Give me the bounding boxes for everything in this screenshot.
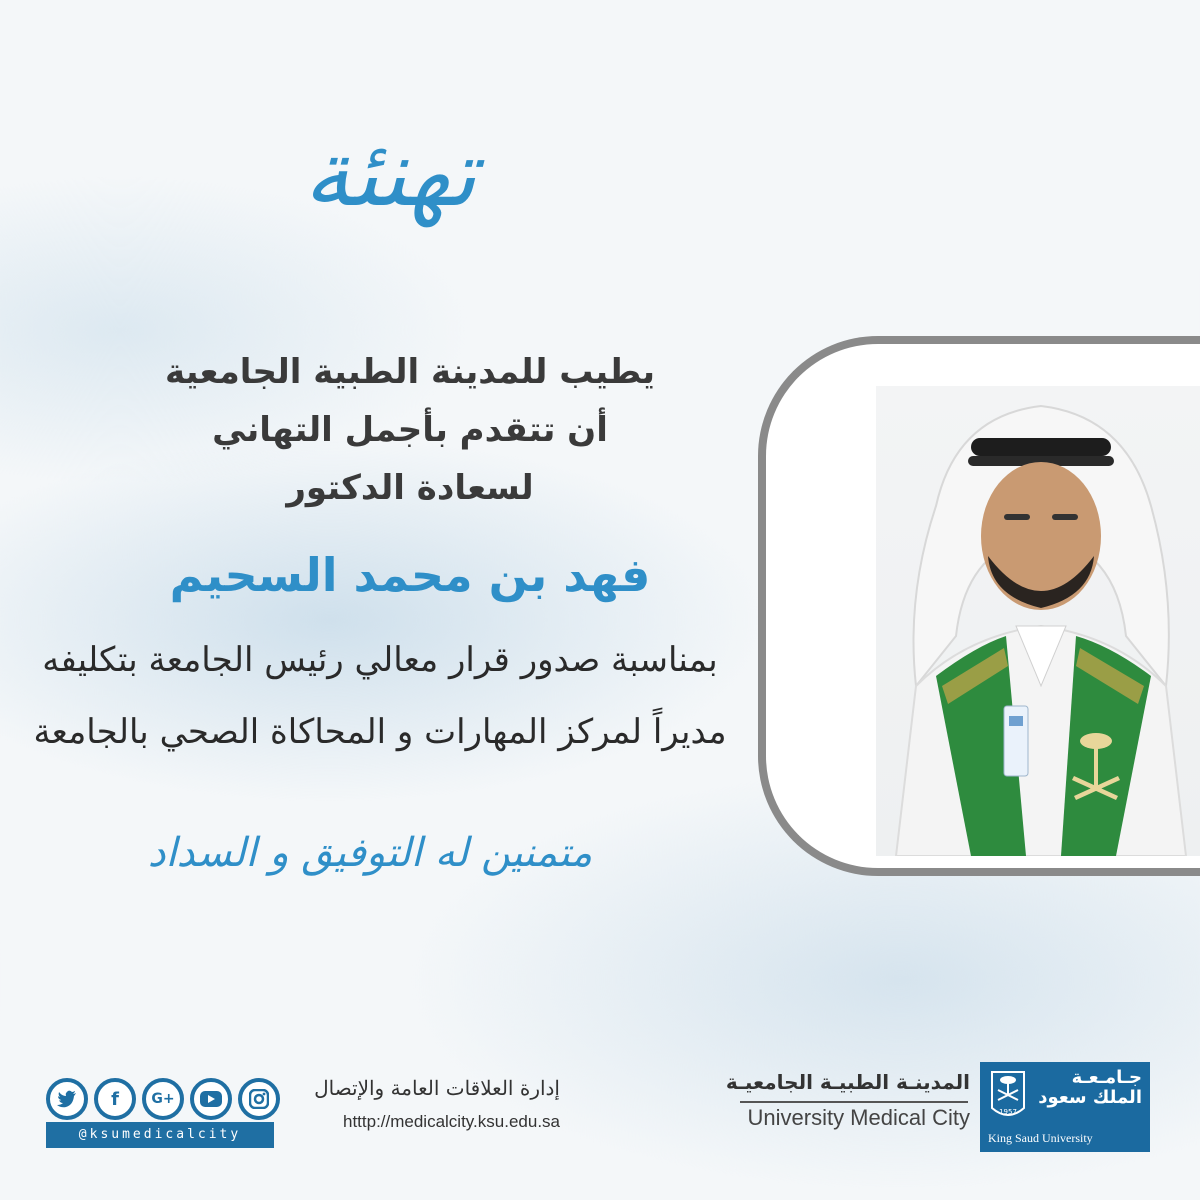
page-title: تهنئة: [303, 120, 477, 227]
portrait-photo: [876, 386, 1200, 856]
umc-logo-english: University Medical City: [747, 1105, 970, 1130]
intro-line-2: أن تتقدم بأجمل التهاني: [212, 410, 608, 450]
google-plus-icon[interactable]: [142, 1078, 184, 1120]
instagram-icon[interactable]: [238, 1078, 280, 1120]
ksu-logo: [980, 1062, 1150, 1152]
honoree-name: فهد بن محمد السحيم: [169, 548, 651, 602]
occasion-line-2: مديراً لمركز المهارات و المحاكاة الصحي بالجامعة: [33, 712, 727, 752]
umc-logo-rule: [740, 1101, 968, 1103]
google-plus-glyph: G+: [151, 1091, 175, 1107]
intro-line-1: يطيب للمدينة الطبية الجامعية: [165, 352, 655, 392]
portrait-frame: [758, 336, 1200, 876]
closing-wish: متمنين له التوفيق و السداد: [147, 830, 593, 876]
ksu-logo-english: King Saud University: [988, 1131, 1093, 1145]
ksu-year: 1957: [999, 1108, 1017, 1116]
ksu-emblem-icon: [988, 1070, 1028, 1122]
twitter-icon[interactable]: [46, 1078, 88, 1120]
occasion-line-1: بمناسبة صدور قرار معالي رئيس الجامعة بتكليفه: [42, 640, 718, 680]
portrait-illustration: [876, 386, 1200, 856]
facebook-glyph: f: [111, 1088, 119, 1110]
pr-department-label: إدارة العلاقات العامة والإتصال: [314, 1076, 560, 1100]
umc-logo-arabic: المدينـة الطبيـة الجامعيـة: [725, 1070, 970, 1094]
facebook-icon[interactable]: [94, 1078, 136, 1120]
social-handle[interactable]: @ksumedicalcity: [46, 1122, 274, 1148]
intro-line-3: لسعادة الدكتور: [286, 468, 534, 508]
website-link[interactable]: htttp://medicalcity.ksu.edu.sa: [342, 1112, 560, 1131]
social-links: [46, 1078, 280, 1120]
ksu-logo-arabic: جـامـعـة الملك سعود: [1038, 1067, 1142, 1108]
youtube-icon[interactable]: [190, 1078, 232, 1120]
